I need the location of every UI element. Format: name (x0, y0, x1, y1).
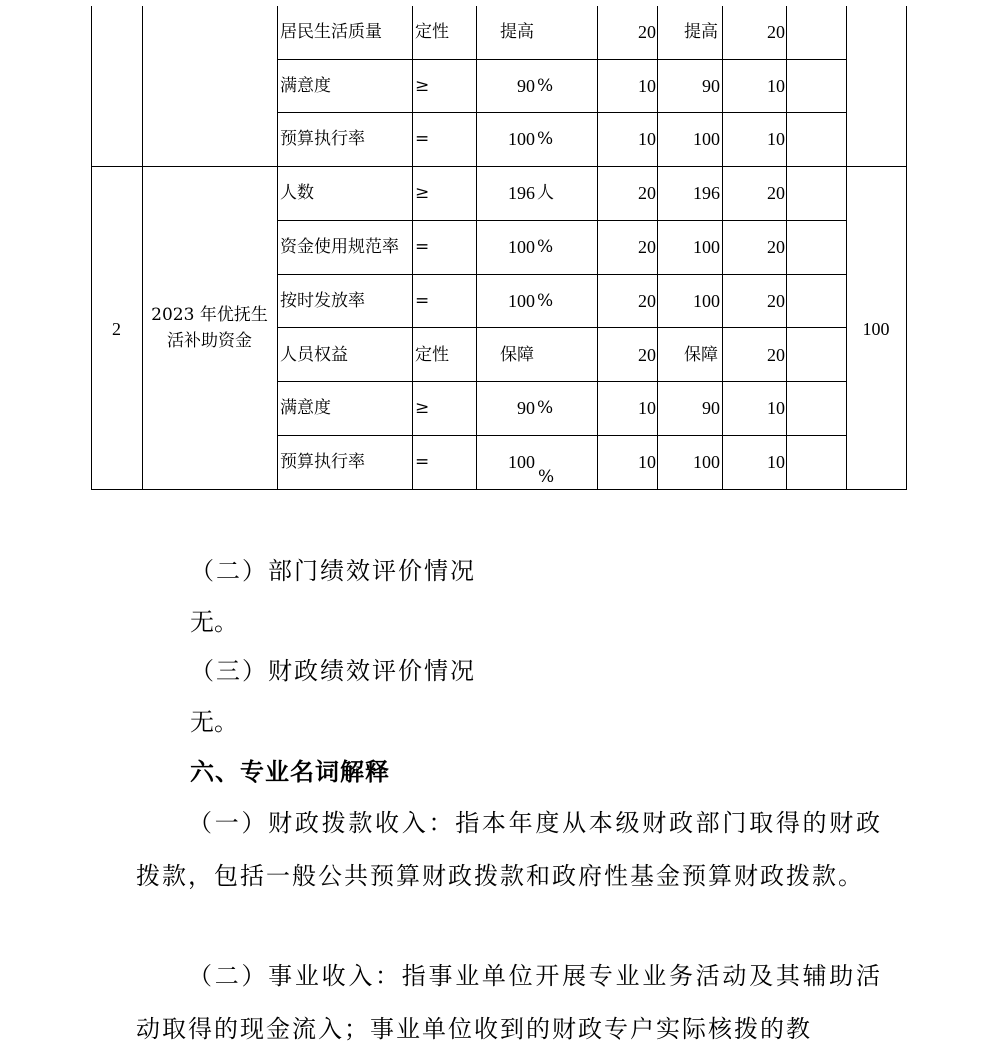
weight-value: 20 (638, 22, 656, 42)
weight-value: 10 (638, 398, 656, 418)
target-value: 90 (517, 76, 535, 96)
glossary-text: 指本年度从本级财政部门取得的财政拨款，包括一般公共预算财政拨款和政府性基金预算财政拨款。 (136, 809, 883, 890)
target-value: 100 (508, 452, 535, 472)
glossary-definition (136, 797, 882, 903)
operator: = (415, 291, 430, 311)
weight-value: 10 (638, 129, 656, 149)
operator: = (415, 129, 430, 149)
weight-value: 20 (638, 291, 656, 311)
unit: % (537, 398, 554, 418)
section-heading-department-evaluation: （二）部门绩效评价情况 (190, 557, 476, 585)
unit: % (537, 76, 554, 96)
project-name-line2: 活补助资金 (167, 331, 252, 351)
score-value: 20 (767, 22, 785, 42)
unit: 人 (537, 183, 554, 203)
weight-value: 20 (638, 237, 656, 257)
indicator-name: 人数 (280, 183, 314, 203)
target-value: 提高 (500, 22, 534, 42)
operator: ≥ (415, 76, 430, 96)
score-value: 20 (767, 183, 785, 203)
indicator-name: 满意度 (280, 398, 331, 418)
indicator-name: 居民生活质量 (280, 22, 382, 42)
actual-value: 100 (693, 129, 720, 149)
project-name-line1: 2023 年优抚生 (151, 305, 268, 325)
actual-value: 100 (693, 452, 720, 472)
actual-value: 提高 (684, 22, 718, 42)
unit: % (538, 467, 555, 487)
operator: ≥ (415, 398, 430, 418)
score-value: 10 (767, 452, 785, 472)
operator: ≥ (415, 183, 430, 203)
weight-value: 10 (638, 76, 656, 96)
unit: % (537, 129, 554, 149)
actual-value: 100 (693, 237, 720, 257)
target-value: 196 (508, 183, 535, 203)
glossary-text: 指事业单位开展专业业务活动及其辅助活动取得的现金流入；事业单位收到的财政专户实际核拨的教 (136, 962, 883, 1043)
section-body: 无。 (190, 708, 238, 736)
section-heading-fiscal-evaluation: （三）财政绩效评价情况 (190, 657, 476, 685)
operator: 定性 (415, 22, 449, 42)
section-body: 无。 (190, 608, 238, 636)
target-value: 保障 (500, 345, 534, 365)
indicator-name: 人员权益 (280, 345, 348, 365)
indicator-name: 按时发放率 (280, 291, 365, 311)
score-value: 10 (767, 398, 785, 418)
glossary-term: （二）事业收入： (188, 962, 402, 990)
weight-value: 20 (638, 345, 656, 365)
target-value: 100 (508, 291, 535, 311)
unit: % (537, 237, 554, 257)
indicator-name: 预算执行率 (280, 129, 365, 149)
glossary-definition (136, 950, 882, 1056)
target-value: 100 (508, 129, 535, 149)
glossary-term: （一）财政拨款收入： (188, 809, 456, 837)
operator: 定性 (415, 345, 449, 365)
row-index: 2 (112, 319, 121, 339)
actual-value: 100 (693, 291, 720, 311)
target-value: 90 (517, 398, 535, 418)
target-value: 100 (508, 237, 535, 257)
weight-value: 10 (638, 452, 656, 472)
actual-value: 90 (702, 76, 720, 96)
score-value: 10 (767, 129, 785, 149)
score-value: 20 (767, 291, 785, 311)
weight-value: 20 (638, 183, 656, 203)
indicator-name: 预算执行率 (280, 452, 365, 472)
operator: = (415, 452, 430, 472)
operator: = (415, 237, 430, 257)
performance-table (0, 0, 1000, 500)
score-value: 20 (767, 237, 785, 257)
score-value: 10 (767, 76, 785, 96)
score-value: 20 (767, 345, 785, 365)
section-heading-glossary: 六、专业名词解释 (190, 757, 390, 786)
indicator-name: 满意度 (280, 76, 331, 96)
indicator-name: 资金使用规范率 (280, 237, 399, 257)
total-score: 100 (862, 319, 890, 339)
unit: % (537, 291, 554, 311)
actual-value: 90 (702, 398, 720, 418)
actual-value: 196 (693, 183, 720, 203)
actual-value: 保障 (684, 345, 718, 365)
